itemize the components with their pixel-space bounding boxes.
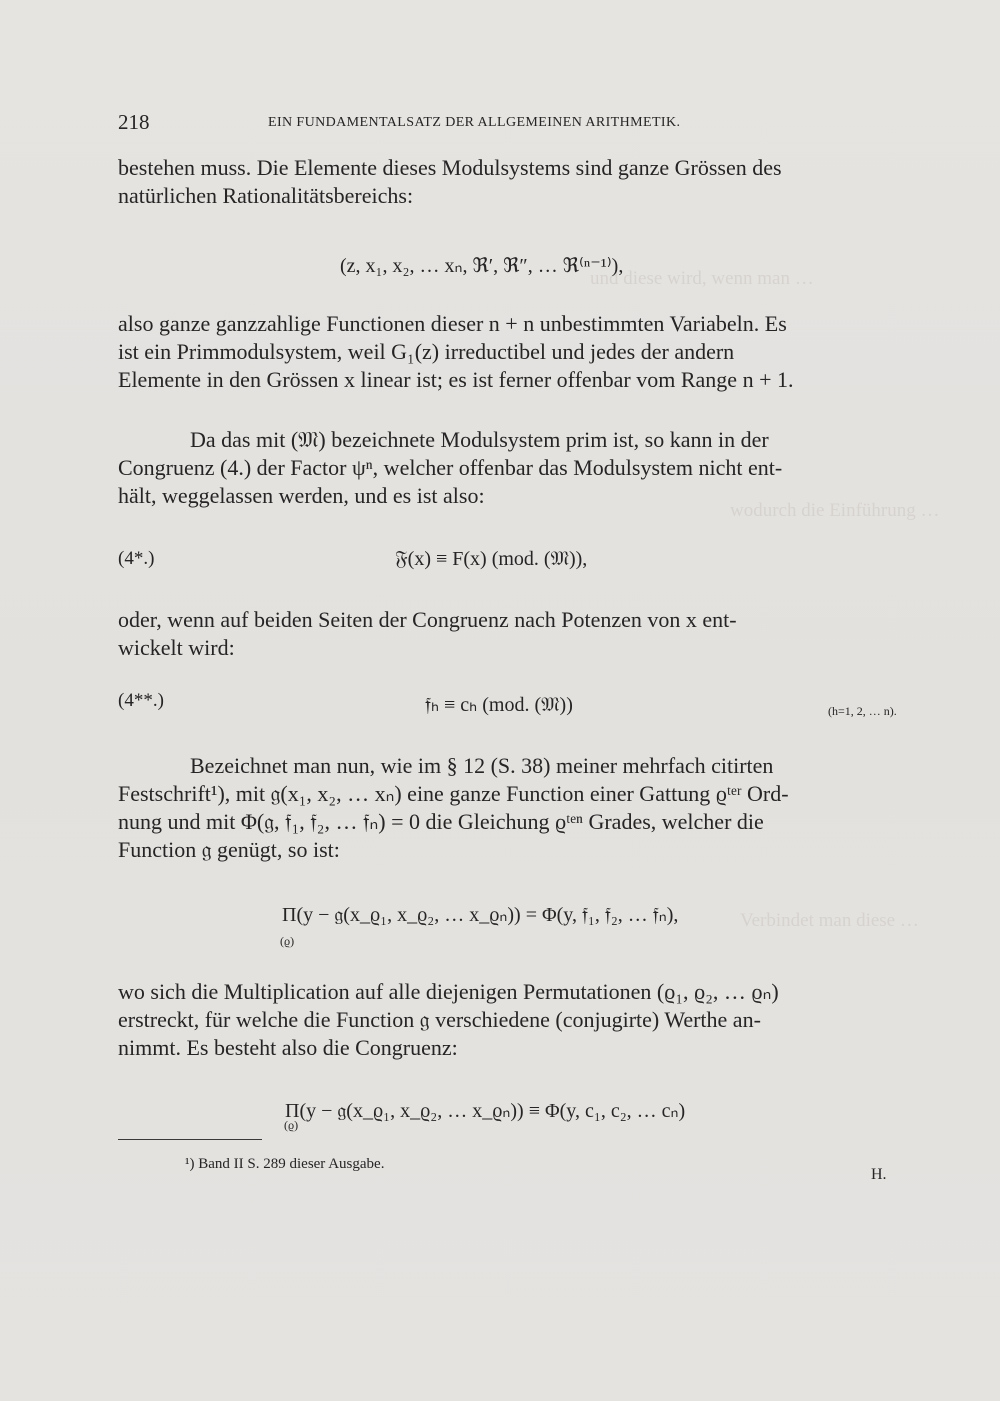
- text-line: Congruenz (4.) der Factor ψⁿ, welcher offenbar das Modulsystem nicht ent-: [118, 455, 783, 480]
- text-line: oder, wenn auf beiden Seiten der Congruenz nach Potenzen von x ent-: [118, 607, 737, 632]
- text-line: Elemente in den Grössen x linear ist; es ist ferner offenbar vom Range n + 1.: [118, 367, 794, 392]
- text-line: ist ein Primmodulsystem, weil G₁(z) irreductibel und jedes der andern: [118, 339, 735, 364]
- formula-congruence: Π(y − 𝔤(x_ϱ₁, x_ϱ₂, … x_ϱₙ)) ≡ Φ(y, c₁, c₂, … cₙ): [285, 1100, 686, 1122]
- page-number: 218: [118, 110, 150, 134]
- equation-index-range: (h=1, 2, … n).: [828, 704, 897, 718]
- footnote: ¹) Band II S. 289 dieser Ausgabe.: [185, 1156, 385, 1172]
- text-line: Da das mit (𝔐) bezeichnete Modulsystem prim ist, so kann in der: [190, 427, 769, 452]
- congruence-index: (ϱ): [284, 1118, 299, 1132]
- show-through-text: Verbindet man diese …: [740, 910, 919, 931]
- paragraph-1: [118, 154, 933, 210]
- editor-mark: H.: [871, 1166, 887, 1183]
- paragraph-6: [118, 978, 933, 1062]
- product-index: (ϱ): [280, 934, 295, 948]
- show-through-text: und diese wird, wenn man …: [590, 268, 814, 289]
- paragraph-4: [118, 606, 933, 662]
- running-title: EIN FUNDAMENTALSATZ DER ALLGEMEINEN ARITHMETIK.: [268, 115, 681, 130]
- paragraph-5: [118, 752, 933, 864]
- text-line: Festschrift¹), mit 𝔤(x₁, x₂, … xₙ) eine ganze Function einer Gattung ϱᵗᵉʳ Ord-: [118, 781, 789, 806]
- text-line: hält, weggelassen werden, und es ist also:: [118, 483, 485, 508]
- text-line: Function 𝔤 genügt, so ist:: [118, 837, 340, 862]
- formula-product: Π(y − 𝔤(x_ϱ₁, x_ϱ₂, … x_ϱₙ)) = Φ(y, 𝔣₁, 𝔣₂, … 𝔣ₙ),: [282, 904, 679, 926]
- text-line: also ganze ganzzahlige Functionen dieser n + n unbestimmten Variabeln. Es: [118, 311, 787, 336]
- paragraph-3: [118, 426, 933, 510]
- text-line: natürlichen Rationalitätsbereichs:: [118, 183, 414, 208]
- text-line: bestehen muss. Die Elemente dieses Modulsystems sind ganze Grössen des: [118, 155, 782, 180]
- text-line: erstreckt, für welche die Function 𝔤 verschiedene (conjugirte) Werthe an-: [118, 1007, 761, 1032]
- text-line: nung und mit Φ(𝔤, 𝔣₁, 𝔣₂, … 𝔣ₙ) = 0 die Gleichung ϱᵗᵉⁿ Grades, welcher die: [118, 809, 764, 834]
- text-line: nimmt. Es besteht also die Congruenz:: [118, 1035, 458, 1060]
- equation-label: (4**.): [118, 690, 164, 711]
- footnote-rule: [118, 1139, 262, 1140]
- paragraph-2: [118, 310, 933, 394]
- show-through-text: wodurch die Einführung …: [730, 500, 940, 521]
- text-line: Bezeichnet man nun, wie im § 12 (S. 38) meiner mehrfach citirten: [190, 753, 774, 778]
- text-line: wo sich die Multiplication auf alle diejenigen Permutationen (ϱ₁, ϱ₂, … ϱₙ): [118, 979, 779, 1004]
- formula-4-star: 𝔉(x) ≡ F(x) (mod. (𝔐)),: [395, 548, 588, 570]
- text-line: wickelt wird:: [118, 635, 235, 660]
- page-header: [118, 110, 918, 140]
- formula-4-double-star: 𝔣ₕ ≡ cₕ (mod. (𝔐)): [425, 694, 573, 716]
- equation-label: (4*.): [118, 548, 155, 569]
- formula-elements: (z, x₁, x₂, … xₙ, ℜ′, ℜ″, … ℜ⁽ⁿ⁻¹⁾),: [340, 255, 624, 277]
